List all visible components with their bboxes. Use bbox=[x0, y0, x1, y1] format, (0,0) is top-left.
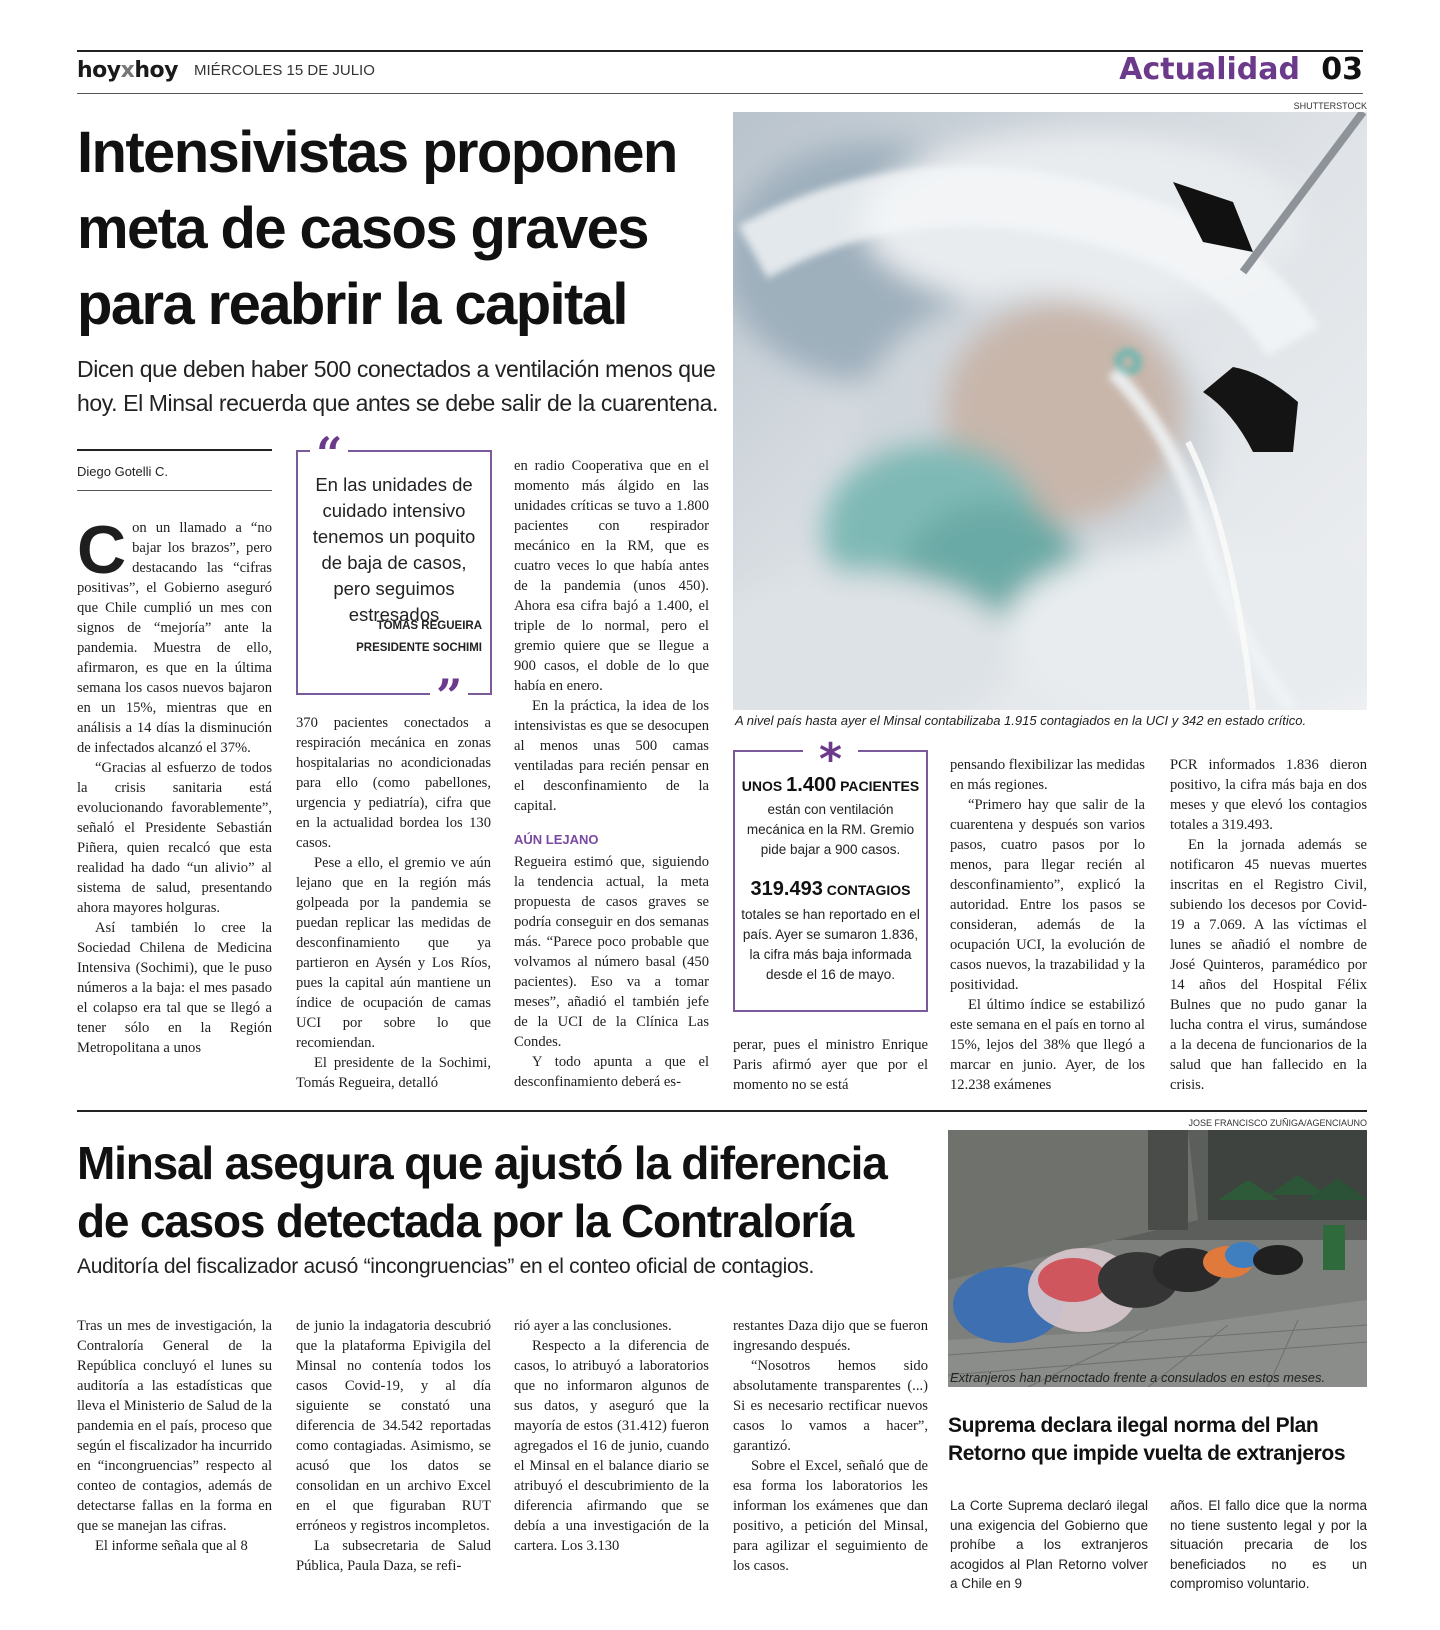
story1-column-2 bbox=[296, 713, 491, 1093]
story2-col3-para1: rió ayer a las conclusiones. bbox=[514, 1318, 672, 1334]
byline: Diego Gotelli C. bbox=[77, 464, 169, 479]
story1-col3-para2: En la práctica, la idea de los intensivistas es que se desocupen al menos unas 500 camas ventiladas para recién pensar en el desconfinamiento de la capital. bbox=[514, 698, 709, 814]
pull-quote-box bbox=[296, 427, 492, 723]
open-quote-icon: “ bbox=[310, 434, 348, 474]
story2-column-2 bbox=[296, 1316, 491, 1576]
stats-box bbox=[733, 734, 928, 1012]
tents-photo-illustration bbox=[948, 1130, 1367, 1387]
photo-credit-main: SHUTTERSTOCK bbox=[1293, 101, 1367, 111]
close-quote-icon: ” bbox=[430, 676, 468, 716]
story2-col1-para2: El informe señala que al 8 bbox=[95, 1538, 248, 1554]
story1-col5-para1: pensando flexibilizar las medidas en más regiones. bbox=[950, 757, 1145, 793]
stat2-number: 319.493 bbox=[750, 878, 823, 900]
headline-main: Intensivistas proponen meta de casos graves para reabrir la capital bbox=[77, 120, 677, 337]
story1-col3-para1: en radio Cooperativa que en el momento más álgido en las unidades críticas se tuvo a 1.800 pacientes con respirador mecánico en la RM, que es cuatro veces lo que había antes de la pandemia (unos 450). Ahora esa cifra bajó a 1.400, el triple de lo normal, pero el gremio quiere que se llegue a 900 casos, el doble de lo que había en enero. bbox=[514, 458, 709, 694]
logo-left: hoy bbox=[77, 58, 121, 83]
photo-caption-main: A nivel país hasta ayer el Minsal contabilizaba 1.915 contagiados en la UCI y 342 en estado crítico. bbox=[735, 713, 1307, 728]
story3-column-2: años. El fallo dice que la norma no tiene sustento legal y por la situación precaria de los beneficiados no es un compromiso voluntario. bbox=[1170, 1498, 1367, 1591]
section-title: Actualidad bbox=[1119, 52, 1300, 87]
story2-col3-para2: Respecto a la diferencia de casos, lo atribuyó a laboratorios que no informaron algunos de sus datos, y aseguró que la mayoría de estos (31.412) fueron agregados el 16 de junio, cuando el Minsal en el balance diario se atribuyó el descubrimiento de la diferencia afirmando que se debía a una investigación de la cartera. Los 3.130 bbox=[514, 1338, 709, 1554]
pull-quote-author bbox=[356, 615, 482, 659]
byline-rule-top bbox=[77, 449, 272, 451]
stat2-suffix: CONTAGIOS bbox=[826, 882, 911, 898]
story1-col1-para2: “Gracias al esfuerzo de todos la crisis sanitaria está evolucionando favorablemente”, señaló el Presidente Sebastián Piñera, quien recalcó que esta realidad ha dado “un alivio” al sistema de salud, presentando ahora mayores holguras. bbox=[77, 760, 272, 916]
stat1-suffix: PACIENTES bbox=[840, 778, 920, 794]
subhead-aun-lejano: AÚN LEJANO bbox=[514, 832, 599, 847]
headline-suprema: Suprema declara ilegal norma del Plan Retorno que impide vuelta de extranjeros bbox=[948, 1414, 1346, 1465]
story1-col5-para3: El último índice se estabilizó este semana en el país en torno al 15%, lejos del 38% que llegó a marcar en junio. Ayer, de los 12.238 exámenes bbox=[950, 997, 1145, 1093]
story2-column-1 bbox=[77, 1316, 272, 1556]
stat2-text: totales se han reportado en el país. Ayer se sumaron 1.836, la cifra más baja informada desde el 16 de mayo. bbox=[741, 907, 920, 982]
drop-cap: C bbox=[77, 512, 127, 588]
story1-column-5 bbox=[950, 755, 1145, 1095]
story1-column-1 bbox=[77, 512, 272, 1058]
asterisk-icon: * bbox=[818, 734, 842, 785]
quote-author-role: PRESIDENTE SOCHIMI bbox=[356, 642, 482, 654]
story1-col6-para2: En la jornada además se notificaron 45 nuevas muertes inscritas en el Registro Civil, subiendo los decesos por Covid-19 a 7.069. A las víctimas el lunes se añadió el nombre de José Quinteros, paramédico por 14 años del Hospital Félix Bulnes que no pudo ganar la lucha contra el virus, sumándose a la decena de funcionarios de la salud que han fallecido en la crisis. bbox=[1170, 837, 1367, 1093]
story1-column-3 bbox=[514, 456, 709, 1092]
stat1-number: 1.400 bbox=[786, 774, 837, 796]
icu-patient-photo bbox=[733, 112, 1367, 710]
stat1-heading bbox=[735, 774, 926, 797]
story2-column-3 bbox=[514, 1316, 709, 1556]
stat1-text: están con ventilación mecánica en la RM. Gremio pide bajar a 900 casos. bbox=[746, 802, 915, 857]
deck-contraloria: Auditoría del fiscalizador acusó “incongruencias” en el conteo oficial de contagios. bbox=[77, 1255, 815, 1278]
photo-credit-consulate: JOSE FRANCISCO ZUÑIGA/AGENCIAUNO bbox=[1188, 1118, 1367, 1128]
page-number: 03 bbox=[1321, 52, 1363, 87]
photo-caption-consulate: Extranjeros han pernoctado frente a consulados en estos meses. bbox=[950, 1370, 1326, 1385]
tents-consulate-photo bbox=[948, 1130, 1367, 1387]
quote-author-name: TOMÁS REGUEIRA bbox=[376, 620, 482, 632]
story1-col3-para3: Regueira estimó que, siguiendo la tendencia actual, la meta propuesta de casos graves se podría conseguir en dos semanas más. “Parece poco probable que volvamos al número basal (450 pacientes). Eso va a tomar meses”, añadió el también jefe de la UCI de la Clínica Las Condes. bbox=[514, 854, 709, 1050]
issue-date: MIÉRCOLES 15 DE JULIO bbox=[194, 62, 375, 79]
story2-col1-para1: Tras un mes de investigación, la Contraloría General de la República concluyó el lunes su auditoría a las estadísticas que lleva el Ministerio de Salud de la pandemia en el país, proceso que según el fiscalizador ha incurrido en “incongruencias” respecto al conteo de contagios, además de detectarse fallas en la forma en que se manejan las cifras. bbox=[77, 1318, 272, 1534]
story1-col2-para3: El presidente de la Sochimi, Tomás Regueira, detalló bbox=[296, 1055, 491, 1091]
story1-col3-para4: Y todo apunta a que el desconfinamiento deberá es- bbox=[514, 1054, 709, 1090]
story1-col4-para1: perar, pues el ministro Enrique Paris afirmó ayer que por el momento no se está bbox=[733, 1037, 928, 1093]
section-divider bbox=[77, 1110, 1367, 1112]
story2-column-4 bbox=[733, 1316, 928, 1576]
logo-x: x bbox=[120, 58, 135, 83]
stat1-prefix: UNOS bbox=[741, 778, 783, 794]
story1-col1-para1-text: on un llamado a “no bajar los brazos”, pero destacando las “cifras positivas”, el Gobierno aseguró que Chile cumplió un mes con signos de “mejoría” ante la pandemia. Muestra de ello, afirmaron, es que en la última semana los casos nuevos bajaron en un 15%, mientras que en análisis a 14 días la disminución de infectados alcanzó el 37%. bbox=[77, 520, 272, 756]
story2-col4-para2: “Nosotros hemos sido absolutamente transparentes (...) Si es necesario rectificar nuevos casos lo vamos a hacer”, garantizó. bbox=[733, 1358, 928, 1454]
pull-quote-text: En las unidades de cuidado intensivo tenemos un poquito de baja de casos, pero seguimos estresados bbox=[312, 474, 476, 625]
stat2-heading bbox=[735, 878, 926, 901]
newspaper-logo bbox=[77, 58, 178, 83]
story3-column-1: La Corte Suprema declaró ilegal una exigencia del Gobierno que prohíbe a los extranjeros acogidos al Plan Retorno volver a Chile en 9 bbox=[950, 1498, 1148, 1591]
story1-col5-para2: “Primero hay que salir de la cuarentena y después son varios pasos, cuatro pasos por lo menos, para llegar recién al desconfinamiento”, explicó la autoridad. Entre los pasos se consideran, además de la ocupación UCI, la evolución de casos nuevos, la trazabilidad y la positividad. bbox=[950, 797, 1145, 993]
byline-rule-bottom bbox=[77, 490, 272, 491]
story2-col2-para2: La subsecretaria de Salud Pública, Paula Daza, se refi- bbox=[296, 1538, 491, 1574]
story1-col1-para1 bbox=[77, 512, 272, 758]
story1-col2-para2: Pese a ello, el gremio ve aún lejano que en la región más golpeada por la pandemia se puedan replicar las medidas de desconfinamiento que ya partieron en Aysén y Los Ríos, pues la capital aún mantiene un índice de ocupación de camas UCI por sobre lo que recomiendan. bbox=[296, 855, 491, 1051]
story2-col2-para1: de junio la indagatoria descubrió que la plataforma Epivigila del Minsal no contenía todos los casos Covid-19, y al día siguiente se constató una diferencia de 34.542 reportadas como contagiadas. Asimismo, se acusó que los datos se consolidan en un archivo Excel en el que figuraban RUT erróneos y registros incompletos. bbox=[296, 1318, 491, 1534]
story1-column-6 bbox=[1170, 755, 1367, 1095]
icu-photo-illustration bbox=[733, 112, 1367, 710]
story1-column-4 bbox=[733, 1035, 928, 1095]
story1-col6-para1: PCR informados 1.836 dieron positivo, la cifra más baja en dos meses y que elevó los contagios totales a 319.493. bbox=[1170, 757, 1367, 833]
story2-col4-para3: Sobre el Excel, señaló que de esa forma los laboratorios les informan los exámenes que dan positivo, a petición del Minsal, para agilizar el seguimiento de los casos. bbox=[733, 1458, 928, 1574]
story1-col1-para3: Así también lo cree la Sociedad Chilena de Medicina Intensiva (Sochimi), que le puso números a la baja: el mes pasado el colapso era tal que se llegó a tener sólo en la Región Metropolitana a unos bbox=[77, 920, 272, 1056]
logo-right: hoy bbox=[134, 58, 178, 83]
story1-col2-para1: 370 pacientes conectados a respiración mecánica en zonas hospitalarias no acondicionadas para ello (como pabellones, urgencia y pediatría), cifra que en la actualidad bordea los 130 casos. bbox=[296, 715, 491, 851]
headline-contraloria: Minsal asegura que ajustó la diferencia de casos detectada por la Contraloría bbox=[77, 1137, 887, 1247]
story2-col4-para1: restantes Daza dijo que se fueron ingresando después. bbox=[733, 1318, 928, 1354]
masthead bbox=[77, 50, 1363, 94]
deck-main: Dicen que deben haber 500 conectados a ventilación menos que hoy. El Minsal recuerda que antes se debe salir de la cuarentena. bbox=[77, 356, 718, 416]
